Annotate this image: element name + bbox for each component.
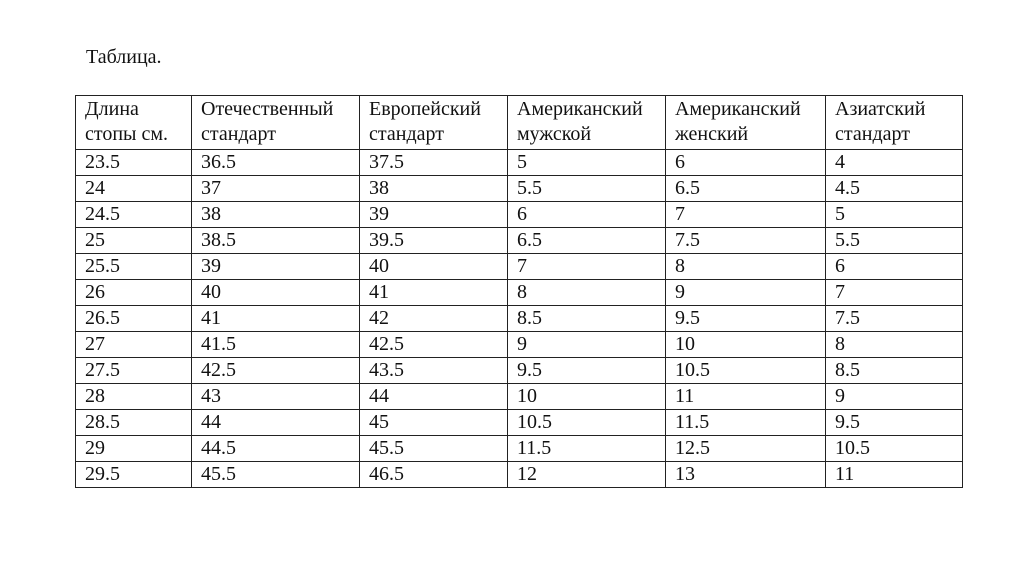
table-row (76, 306, 963, 332)
table-cell: 41.5 (192, 332, 360, 358)
table-cell: 7 (666, 202, 826, 228)
table-cell: 25 (76, 228, 192, 254)
header-line: Отечественный (201, 98, 334, 120)
table-cell: 10 (666, 332, 826, 358)
table-cell: 43.5 (360, 358, 508, 384)
table-cell: 26 (76, 280, 192, 306)
header-line: Американский (675, 98, 801, 120)
header-line: стандарт (369, 123, 444, 145)
table-cell: 11 (826, 462, 963, 488)
table-row (76, 176, 963, 202)
table-cell: 24 (76, 176, 192, 202)
table-cell: 4.5 (826, 176, 963, 202)
table-cell: 39 (360, 202, 508, 228)
table-cell: 45.5 (360, 436, 508, 462)
table-header (76, 96, 963, 150)
table-cell: 38 (360, 176, 508, 202)
table-row (76, 280, 963, 306)
header-line: Европейский (369, 98, 481, 120)
table-row (76, 254, 963, 280)
header-line: стандарт (201, 123, 276, 145)
header-line: Азиатский (835, 98, 926, 120)
table-cell: 37.5 (360, 150, 508, 176)
header-line: стопы см. (85, 123, 169, 145)
table-cell: 7.5 (826, 306, 963, 332)
table-cell: 10.5 (508, 410, 666, 436)
table-cell: 28 (76, 384, 192, 410)
table-cell: 5 (826, 202, 963, 228)
table-cell: 23.5 (76, 150, 192, 176)
table-cell: 5.5 (826, 228, 963, 254)
table-row (76, 150, 963, 176)
table-cell: 29 (76, 436, 192, 462)
table-caption: Таблица. (86, 46, 162, 68)
table-cell: 43 (192, 384, 360, 410)
table-cell: 8 (826, 332, 963, 358)
shoe-size-table (75, 95, 963, 488)
table-cell: 36.5 (192, 150, 360, 176)
table-cell: 37 (192, 176, 360, 202)
table-cell: 8.5 (826, 358, 963, 384)
table-cell: 40 (192, 280, 360, 306)
table-cell: 41 (192, 306, 360, 332)
table-cell: 27.5 (76, 358, 192, 384)
table-cell: 39 (192, 254, 360, 280)
table-cell: 44 (192, 410, 360, 436)
header-american-women (666, 96, 826, 150)
table-row (76, 358, 963, 384)
table-cell: 39.5 (360, 228, 508, 254)
table-cell: 6.5 (666, 176, 826, 202)
header-line: женский (675, 123, 749, 145)
table-cell: 6.5 (508, 228, 666, 254)
table-cell: 38 (192, 202, 360, 228)
table-row (76, 332, 963, 358)
table-cell: 44 (360, 384, 508, 410)
table-cell: 28.5 (76, 410, 192, 436)
table-cell: 46.5 (360, 462, 508, 488)
table-cell: 42 (360, 306, 508, 332)
header-european-standard (360, 96, 508, 150)
table-cell: 6 (666, 150, 826, 176)
table-cell: 12.5 (666, 436, 826, 462)
table-cell: 44.5 (192, 436, 360, 462)
table-row (76, 436, 963, 462)
table-row (76, 202, 963, 228)
table-cell: 11.5 (508, 436, 666, 462)
table-cell: 7 (508, 254, 666, 280)
table-cell: 9.5 (666, 306, 826, 332)
table-cell: 40 (360, 254, 508, 280)
table-cell: 5 (508, 150, 666, 176)
table-row (76, 228, 963, 254)
table-cell: 45.5 (192, 462, 360, 488)
table-row (76, 384, 963, 410)
table-cell: 4 (826, 150, 963, 176)
table-cell: 5.5 (508, 176, 666, 202)
header-line: Американский (517, 98, 643, 120)
table-cell: 9.5 (508, 358, 666, 384)
table-row (76, 410, 963, 436)
header-line: мужской (517, 123, 592, 145)
table-cell: 7.5 (666, 228, 826, 254)
header-line: Длина (85, 98, 139, 120)
header-row (76, 96, 963, 150)
table-cell: 42.5 (192, 358, 360, 384)
table-cell: 10.5 (826, 436, 963, 462)
table-cell: 8 (508, 280, 666, 306)
table-cell: 6 (826, 254, 963, 280)
table-cell: 11.5 (666, 410, 826, 436)
table-cell: 27 (76, 332, 192, 358)
table-cell: 10 (508, 384, 666, 410)
table-cell: 42.5 (360, 332, 508, 358)
table-cell: 8 (666, 254, 826, 280)
table-cell: 12 (508, 462, 666, 488)
header-domestic-standard (192, 96, 360, 150)
header-american-men (508, 96, 666, 150)
table-row (76, 462, 963, 488)
table-cell: 25.5 (76, 254, 192, 280)
table-cell: 41 (360, 280, 508, 306)
table-cell: 13 (666, 462, 826, 488)
header-asian-standard (826, 96, 963, 150)
table-cell: 8.5 (508, 306, 666, 332)
table-cell: 24.5 (76, 202, 192, 228)
table-cell: 45 (360, 410, 508, 436)
table-cell: 11 (666, 384, 826, 410)
table-cell: 26.5 (76, 306, 192, 332)
header-foot-length (76, 96, 192, 150)
table-cell: 6 (508, 202, 666, 228)
table-cell: 29.5 (76, 462, 192, 488)
table-cell: 10.5 (666, 358, 826, 384)
table-cell: 9.5 (826, 410, 963, 436)
table-cell: 9 (826, 384, 963, 410)
table-cell: 7 (826, 280, 963, 306)
header-line: стандарт (835, 123, 910, 145)
table-cell: 9 (508, 332, 666, 358)
table-body (76, 150, 963, 488)
table-cell: 38.5 (192, 228, 360, 254)
table-cell: 9 (666, 280, 826, 306)
